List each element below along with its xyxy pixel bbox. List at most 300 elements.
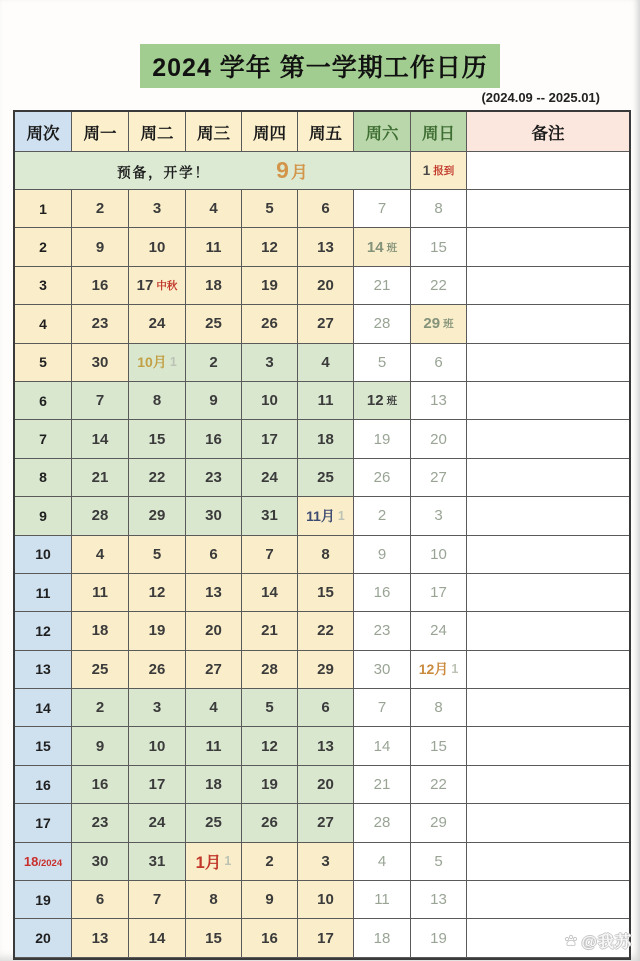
day-text: 3 bbox=[152, 699, 162, 717]
day-text: 30 bbox=[91, 353, 109, 371]
day-text: 11 bbox=[205, 737, 222, 755]
day-cell bbox=[298, 536, 354, 574]
day-cell bbox=[242, 267, 298, 305]
remark-cell bbox=[467, 804, 629, 842]
month-number: 9 bbox=[276, 157, 289, 183]
day-cell bbox=[354, 536, 411, 574]
remark-cell bbox=[467, 574, 629, 612]
day-text: 27 bbox=[317, 814, 334, 832]
day-text: 15 bbox=[148, 430, 166, 448]
date-range: (2024.09 -- 2025.01) bbox=[481, 90, 600, 105]
week-number: 9 bbox=[39, 507, 47, 524]
week-number: 17 bbox=[35, 814, 51, 831]
week-number: 3 bbox=[39, 277, 47, 294]
day-text: 9 bbox=[95, 737, 105, 755]
day-cell bbox=[354, 919, 411, 957]
day-cell bbox=[242, 497, 298, 535]
day-text: 24 bbox=[261, 468, 278, 486]
day-text: 6 bbox=[434, 353, 443, 371]
day-cell bbox=[411, 382, 467, 420]
day-text: 6 bbox=[95, 891, 105, 909]
month-label bbox=[276, 157, 308, 184]
day-cell bbox=[298, 881, 354, 919]
week-cell bbox=[15, 190, 72, 228]
day-cell bbox=[354, 651, 411, 689]
day-text: 11 bbox=[317, 392, 334, 410]
day-cell bbox=[354, 459, 411, 497]
day-cell bbox=[129, 804, 186, 842]
day-text: 2 bbox=[95, 699, 105, 717]
week-number: 11 bbox=[35, 584, 51, 601]
day-cell bbox=[411, 612, 467, 650]
day-text: 13 bbox=[317, 238, 334, 256]
day-cell bbox=[129, 612, 186, 650]
day-cell bbox=[411, 651, 467, 689]
day-text: 14 bbox=[366, 238, 384, 256]
day-cell bbox=[298, 382, 354, 420]
day-text: 9 bbox=[95, 238, 105, 256]
remark-cell bbox=[467, 459, 629, 497]
remark-cell bbox=[467, 689, 629, 727]
day-cell bbox=[354, 190, 411, 228]
day-text: 11 bbox=[205, 238, 222, 256]
remark-cell bbox=[467, 651, 629, 689]
day-text: 8 bbox=[321, 545, 330, 563]
day-text: 31 bbox=[261, 507, 278, 525]
day-cell bbox=[72, 228, 129, 266]
day-text: 中秋 bbox=[156, 279, 178, 292]
day-text: 4 bbox=[209, 200, 218, 218]
header-cell: 备注 bbox=[467, 112, 629, 152]
day-cell bbox=[298, 651, 354, 689]
day-cell bbox=[186, 574, 242, 612]
day-text: 13 bbox=[430, 392, 447, 410]
day-cell bbox=[298, 459, 354, 497]
day-text: 25 bbox=[91, 660, 109, 678]
day-text: 23 bbox=[373, 622, 391, 640]
day-cell bbox=[242, 536, 298, 574]
day-cell bbox=[354, 689, 411, 727]
day-cell bbox=[242, 881, 298, 919]
day-text: 7 bbox=[377, 200, 387, 218]
day-cell bbox=[186, 228, 242, 266]
day-cell bbox=[242, 305, 298, 343]
day-cell bbox=[242, 459, 298, 497]
day-text: 23 bbox=[91, 814, 109, 832]
day-cell bbox=[186, 382, 242, 420]
remark-cell bbox=[467, 612, 629, 650]
day-cell bbox=[129, 267, 186, 305]
header-cell: 周六 bbox=[354, 112, 411, 152]
remark-cell bbox=[467, 382, 629, 420]
day-cell bbox=[298, 267, 354, 305]
week-cell bbox=[15, 689, 72, 727]
day-text: 18 bbox=[373, 929, 391, 947]
day-cell bbox=[298, 190, 354, 228]
remark-cell bbox=[467, 766, 629, 804]
day-cell bbox=[186, 766, 242, 804]
day-cell bbox=[72, 305, 129, 343]
day-text: 10 bbox=[148, 737, 166, 755]
day-cell bbox=[298, 574, 354, 612]
day-cell bbox=[129, 881, 186, 919]
day-cell bbox=[411, 344, 467, 382]
day-cell bbox=[411, 843, 467, 881]
day-text: 3 bbox=[265, 353, 274, 371]
day-cell bbox=[242, 766, 298, 804]
day-cell bbox=[354, 727, 411, 765]
calendar-table bbox=[13, 110, 631, 960]
remark-cell bbox=[467, 267, 629, 305]
day-cell bbox=[298, 497, 354, 535]
day-cell bbox=[186, 420, 242, 458]
header-cell: 周三 bbox=[186, 112, 242, 152]
day-text: 15 bbox=[317, 584, 334, 602]
day-cell bbox=[298, 804, 354, 842]
day-text: 18 bbox=[91, 622, 109, 640]
week-number: 6 bbox=[39, 392, 47, 409]
week-number: 19 bbox=[35, 891, 51, 908]
day-cell bbox=[186, 536, 242, 574]
remark-cell bbox=[467, 228, 629, 266]
day-cell bbox=[72, 843, 129, 881]
day-text: 7 bbox=[152, 891, 162, 909]
week-number: 12 bbox=[35, 622, 51, 639]
day-cell bbox=[72, 382, 129, 420]
day-text: 12 bbox=[261, 238, 278, 256]
day-text: 班 bbox=[386, 395, 398, 408]
day-text: 22 bbox=[148, 468, 166, 486]
day-cell bbox=[242, 574, 298, 612]
header-cell: 周二 bbox=[129, 112, 186, 152]
day-text: 21 bbox=[373, 276, 391, 294]
day-text: 20 bbox=[430, 430, 447, 448]
day-cell bbox=[354, 228, 411, 266]
day-text: 21 bbox=[373, 776, 391, 794]
week-cell bbox=[15, 228, 72, 266]
day-text: 5 bbox=[265, 200, 274, 218]
day-cell bbox=[72, 689, 129, 727]
day-cell bbox=[411, 420, 467, 458]
day-text: 12 bbox=[261, 737, 278, 755]
day-cell bbox=[411, 459, 467, 497]
day-cell bbox=[186, 497, 242, 535]
day-text: 24 bbox=[148, 814, 166, 832]
day-text: 17 bbox=[261, 430, 278, 448]
day-text: 28 bbox=[373, 814, 391, 832]
day-text: 14 bbox=[148, 929, 166, 947]
day-text: 19 bbox=[373, 430, 391, 448]
day-cell bbox=[242, 804, 298, 842]
day-cell bbox=[411, 689, 467, 727]
day-text: 11 bbox=[92, 584, 108, 602]
day-text: 17 bbox=[136, 276, 154, 294]
day-text: 10 bbox=[430, 545, 447, 563]
day-cell bbox=[186, 651, 242, 689]
day-cell bbox=[411, 497, 467, 535]
day-cell bbox=[242, 843, 298, 881]
day-text: 18 bbox=[205, 276, 222, 294]
day-cell bbox=[129, 689, 186, 727]
day-text: 24 bbox=[148, 315, 166, 333]
day-cell bbox=[242, 612, 298, 650]
day-text: 29 bbox=[423, 315, 441, 333]
day-text: 26 bbox=[373, 468, 391, 486]
day-text: 27 bbox=[205, 660, 222, 678]
week-cell bbox=[15, 382, 72, 420]
day-text: 7 bbox=[265, 545, 274, 563]
week-cell bbox=[15, 766, 72, 804]
day-text: 28 bbox=[91, 507, 109, 525]
day-cell bbox=[411, 766, 467, 804]
day-cell bbox=[242, 344, 298, 382]
day-text: 14 bbox=[373, 737, 391, 755]
day-cell bbox=[72, 651, 129, 689]
day-cell bbox=[298, 612, 354, 650]
day-cell bbox=[411, 536, 467, 574]
day-cell bbox=[298, 228, 354, 266]
day-text: 20 bbox=[205, 622, 222, 640]
page-title: 2024 学年 第一学期工作日历 bbox=[140, 44, 500, 88]
day-text: 22 bbox=[430, 276, 447, 294]
day-cell bbox=[411, 727, 467, 765]
day-text: 6 bbox=[209, 545, 218, 563]
day-text: 6 bbox=[321, 699, 330, 717]
day-text: 8 bbox=[152, 392, 162, 410]
remark-cell bbox=[467, 881, 629, 919]
day-cell bbox=[186, 267, 242, 305]
day-text: 12 bbox=[148, 584, 166, 602]
day-cell bbox=[129, 190, 186, 228]
day-text: 15 bbox=[430, 238, 447, 256]
day-text: 23 bbox=[205, 468, 222, 486]
day-text: 2 bbox=[95, 200, 105, 218]
day-text: 9 bbox=[377, 545, 387, 563]
week-number: 14 bbox=[35, 699, 51, 716]
day-cell bbox=[129, 228, 186, 266]
week-cell bbox=[15, 919, 72, 957]
remark-cell bbox=[467, 727, 629, 765]
day-text: 8 bbox=[434, 699, 443, 717]
day-text: 27 bbox=[430, 468, 447, 486]
day-cell bbox=[72, 420, 129, 458]
day-cell bbox=[72, 344, 129, 382]
day-cell bbox=[242, 228, 298, 266]
day-text: 27 bbox=[317, 315, 334, 333]
day-text: 29 bbox=[317, 660, 334, 678]
week-number: 10 bbox=[35, 546, 51, 563]
day-cell bbox=[242, 651, 298, 689]
day-text: 19 bbox=[148, 622, 166, 640]
day-text: 10 bbox=[148, 238, 166, 256]
day-text: 3 bbox=[321, 852, 330, 870]
day-cell bbox=[354, 804, 411, 842]
week-cell bbox=[15, 420, 72, 458]
report-day-cell bbox=[411, 152, 467, 190]
week-number: 13 bbox=[35, 661, 51, 678]
day-text: 19 bbox=[261, 776, 278, 794]
day-text: 16 bbox=[373, 584, 391, 602]
remark-cell bbox=[467, 536, 629, 574]
day-cell bbox=[411, 228, 467, 266]
day-text: 13 bbox=[430, 891, 447, 909]
month-unit: 月 bbox=[290, 163, 308, 182]
header-cell: 周四 bbox=[242, 112, 298, 152]
day-text: 10 bbox=[317, 891, 334, 909]
day-text: 6 bbox=[321, 200, 330, 218]
day-cell bbox=[411, 881, 467, 919]
day-cell bbox=[129, 382, 186, 420]
day-cell bbox=[298, 689, 354, 727]
week-number: 8 bbox=[39, 469, 47, 486]
remark-cell bbox=[467, 190, 629, 228]
day-cell bbox=[129, 766, 186, 804]
day-text: 5 bbox=[377, 353, 387, 371]
watermark-text: @我苏 bbox=[581, 934, 632, 951]
day-cell bbox=[129, 727, 186, 765]
day-cell bbox=[411, 190, 467, 228]
day-text: 22 bbox=[430, 776, 447, 794]
day-text: 31 bbox=[148, 852, 166, 870]
day-cell bbox=[72, 881, 129, 919]
week-number: 1 bbox=[39, 200, 47, 217]
day-cell bbox=[298, 344, 354, 382]
day-text: 1 bbox=[224, 854, 232, 869]
report-day-note: 报到 bbox=[433, 165, 455, 177]
day-text: 1 bbox=[337, 508, 345, 523]
day-text: 15 bbox=[430, 737, 447, 755]
day-text: 19 bbox=[261, 276, 278, 294]
day-cell bbox=[354, 382, 411, 420]
day-text: 20 bbox=[317, 276, 334, 294]
day-text: 10 bbox=[261, 392, 278, 410]
day-text: 8 bbox=[434, 200, 443, 218]
header-cell: 周次 bbox=[15, 112, 72, 152]
day-text: 11 bbox=[374, 891, 390, 909]
day-text: 22 bbox=[317, 622, 334, 640]
page-header bbox=[0, 44, 640, 88]
day-text: 7 bbox=[377, 699, 387, 717]
day-text: 15 bbox=[205, 929, 222, 947]
week-number: 2 bbox=[39, 239, 47, 256]
day-cell bbox=[72, 727, 129, 765]
day-text: 5 bbox=[434, 852, 443, 870]
month-banner bbox=[15, 152, 411, 190]
day-cell bbox=[129, 344, 186, 382]
day-text: 21 bbox=[261, 622, 278, 640]
day-text: 25 bbox=[317, 468, 334, 486]
day-cell bbox=[354, 267, 411, 305]
day-text: 29 bbox=[148, 507, 166, 525]
day-cell bbox=[129, 919, 186, 957]
week-number: /2024 bbox=[38, 858, 63, 870]
day-text: 14 bbox=[261, 584, 278, 602]
day-text: 17 bbox=[148, 776, 166, 794]
day-cell bbox=[186, 344, 242, 382]
day-text: 13 bbox=[91, 929, 109, 947]
remark-cell bbox=[467, 344, 629, 382]
day-text: 17 bbox=[317, 929, 334, 947]
day-text: 10月 bbox=[137, 354, 167, 371]
header-cell: 周一 bbox=[72, 112, 129, 152]
day-text: 30 bbox=[373, 660, 391, 678]
day-cell bbox=[129, 651, 186, 689]
remark-cell bbox=[467, 497, 629, 535]
day-text: 3 bbox=[434, 507, 443, 525]
day-text: 24 bbox=[430, 622, 447, 640]
day-text: 2 bbox=[377, 507, 387, 525]
day-text: 1月 bbox=[195, 854, 222, 873]
day-text: 3 bbox=[152, 200, 162, 218]
week-cell bbox=[15, 843, 72, 881]
day-text: 12 bbox=[366, 392, 384, 410]
day-cell bbox=[411, 305, 467, 343]
day-cell bbox=[186, 190, 242, 228]
day-cell bbox=[129, 459, 186, 497]
day-cell bbox=[242, 727, 298, 765]
day-text: 28 bbox=[373, 315, 391, 333]
day-cell bbox=[354, 843, 411, 881]
day-text: 29 bbox=[430, 814, 447, 832]
day-text: 28 bbox=[261, 660, 278, 678]
day-cell bbox=[186, 881, 242, 919]
day-cell bbox=[186, 612, 242, 650]
day-cell bbox=[129, 574, 186, 612]
paw-icon bbox=[563, 933, 579, 949]
day-cell bbox=[354, 766, 411, 804]
day-text: 16 bbox=[91, 776, 109, 794]
day-cell bbox=[186, 689, 242, 727]
day-cell bbox=[129, 536, 186, 574]
week-number: 4 bbox=[39, 315, 47, 332]
day-cell bbox=[242, 190, 298, 228]
day-text: 4 bbox=[95, 545, 105, 563]
day-text: 11月 bbox=[306, 507, 335, 524]
day-text: 21 bbox=[91, 468, 109, 486]
remark-cell bbox=[467, 152, 629, 190]
week-number: 7 bbox=[39, 431, 47, 448]
day-cell bbox=[242, 689, 298, 727]
day-text: 2 bbox=[265, 852, 274, 870]
day-text: 5 bbox=[265, 699, 274, 717]
day-cell bbox=[72, 574, 129, 612]
banner-text: 预备，开学！ bbox=[117, 164, 211, 180]
week-cell bbox=[15, 305, 72, 343]
remark-cell bbox=[467, 420, 629, 458]
day-cell bbox=[298, 305, 354, 343]
day-cell bbox=[242, 382, 298, 420]
day-cell bbox=[129, 420, 186, 458]
day-text: 16 bbox=[261, 929, 278, 947]
day-text: 18 bbox=[317, 430, 334, 448]
day-text: 13 bbox=[205, 584, 222, 602]
day-cell bbox=[129, 843, 186, 881]
day-cell bbox=[72, 267, 129, 305]
day-cell bbox=[186, 843, 242, 881]
week-cell bbox=[15, 651, 72, 689]
day-text: 9 bbox=[265, 891, 274, 909]
day-cell bbox=[298, 919, 354, 957]
remark-cell bbox=[467, 843, 629, 881]
day-text: 2 bbox=[209, 353, 218, 371]
week-number: 18 bbox=[23, 853, 39, 869]
day-text: 13 bbox=[317, 737, 334, 755]
day-text: 25 bbox=[205, 814, 222, 832]
day-text: 16 bbox=[91, 276, 109, 294]
remark-cell bbox=[467, 305, 629, 343]
day-text: 4 bbox=[321, 353, 330, 371]
day-cell bbox=[354, 497, 411, 535]
